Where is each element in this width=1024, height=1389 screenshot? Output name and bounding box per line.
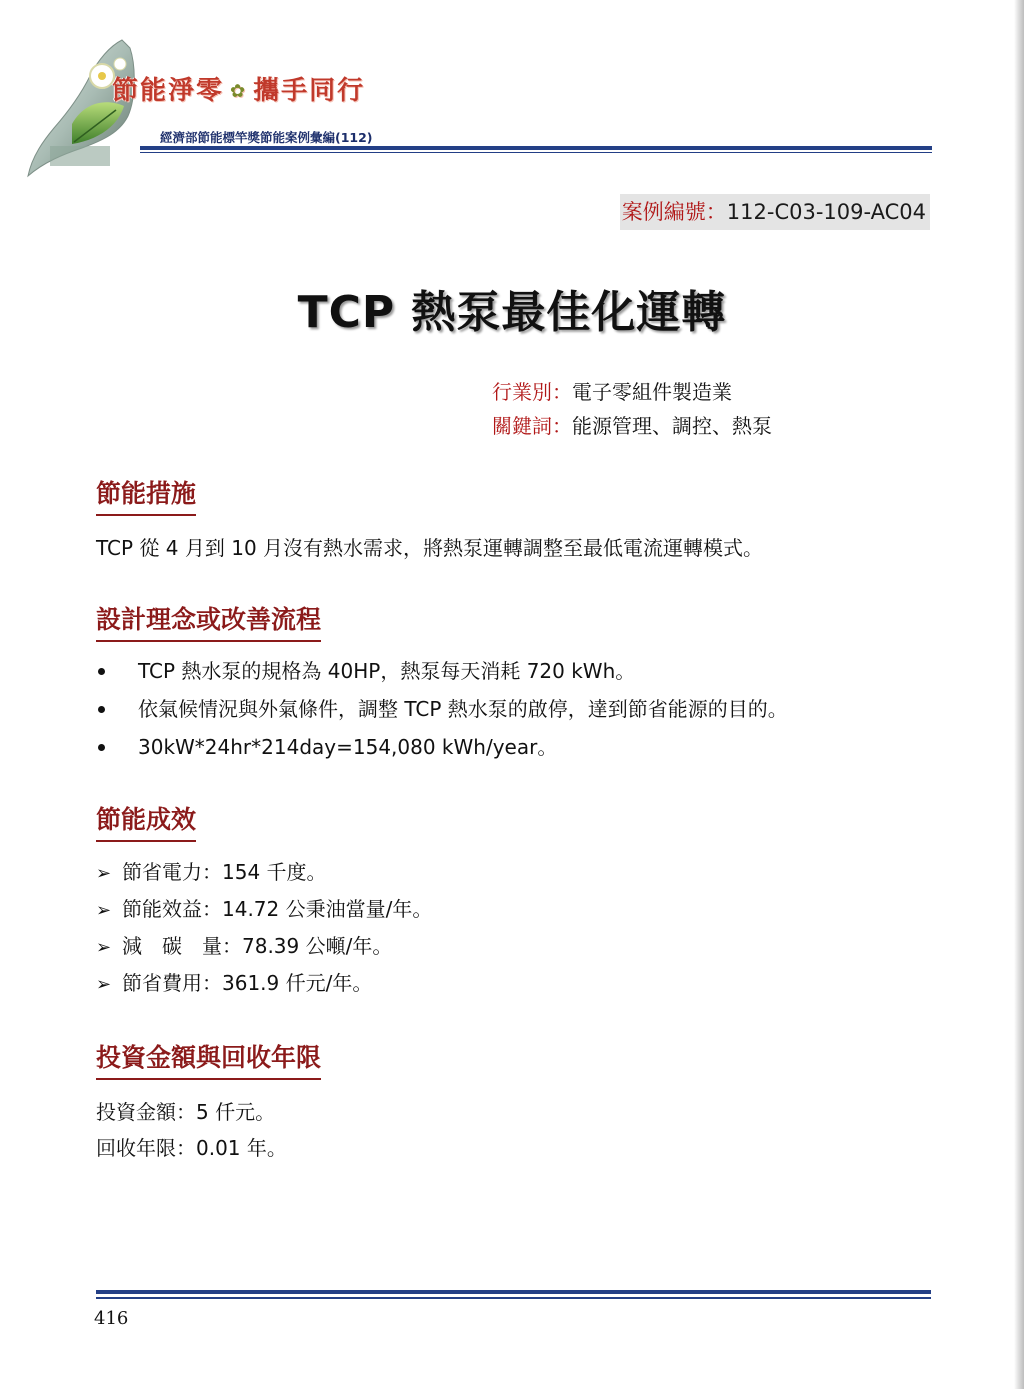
bullet-icon [98, 706, 105, 713]
arrow-bullet-icon: ➢ [96, 863, 112, 884]
section-heading-investment: 投資金額與回收年限 [96, 1038, 321, 1080]
bullet-text: 30kW*24hr*214day=154,080 kWh/year。 [138, 735, 558, 759]
list-item [96, 969, 432, 1006]
page-number: 416 [94, 1308, 129, 1329]
bullet-text: TCP 熱水泵的規格為 40HP，熱泵每天消耗 720 kWh。 [138, 659, 636, 683]
bullet-icon [98, 668, 105, 675]
arrow-bullet-icon: ➢ [96, 900, 112, 921]
footer-rule-thin [96, 1297, 931, 1299]
slogan-part-2: 攜手同行 [253, 76, 366, 106]
industry-value: 電子零組件製造業 [572, 380, 732, 404]
case-number-box [620, 194, 930, 230]
result-text: 節省費用：361.9 仟元/年。 [122, 971, 373, 995]
list-item [96, 858, 432, 895]
result-text: 節省電力：154 千度。 [122, 860, 327, 884]
header-rule-thin [140, 152, 932, 153]
footer-rule [96, 1290, 931, 1294]
keywords-label: 關鍵詞： [492, 414, 572, 438]
section-heading-results: 節能成效 [96, 800, 196, 842]
case-number-value: 112-C03-109-AC04 [726, 200, 926, 224]
list-item [96, 895, 432, 932]
keywords-value: 能源管理、調控、熱泵 [572, 414, 772, 438]
industry-line [492, 376, 732, 405]
flower-icon: ✿ [230, 81, 248, 102]
payback-period: 回收年限：0.01 年。 [96, 1136, 287, 1160]
page-edge-shadow [1014, 0, 1024, 1389]
page-title: TCP 熱泵最佳化運轉 [297, 287, 727, 338]
industry-label: 行業別： [492, 380, 572, 404]
investment-amount: 投資金額：5 仟元。 [96, 1100, 276, 1124]
result-text: 減 碳 量：78.39 公噸/年。 [122, 934, 393, 958]
list-item [96, 732, 788, 770]
header-slogan [112, 70, 365, 107]
list-item [96, 656, 788, 694]
section-heading-measures: 節能措施 [96, 474, 196, 516]
bullet-text: 依氣候情況與外氣條件，調整 TCP 熱水泵的啟停，達到節省能源的目的。 [138, 697, 788, 721]
result-text: 節能效益：14.72 公秉油當量/年。 [122, 897, 433, 921]
results-list [96, 858, 432, 1006]
measures-text: TCP 從 4 月到 10 月沒有熱水需求，將熱泵運轉調整至最低電流運轉模式。 [96, 536, 764, 560]
section-heading-design: 設計理念或改善流程 [96, 600, 321, 642]
arrow-bullet-icon: ➢ [96, 937, 112, 958]
taiwan-leaf-logo [24, 36, 194, 184]
slogan-part-1: 節能淨零 [112, 76, 225, 106]
list-item [96, 694, 788, 732]
arrow-bullet-icon: ➢ [96, 974, 112, 995]
keywords-line [492, 410, 772, 439]
design-bullet-list [96, 656, 788, 770]
header-subtitle: 經濟部節能標竿獎節能案例彙編(112) [160, 130, 373, 145]
bullet-icon [98, 744, 105, 751]
case-number-label: 案例編號： [621, 200, 727, 224]
header-rule [140, 146, 932, 150]
list-item [96, 932, 432, 969]
